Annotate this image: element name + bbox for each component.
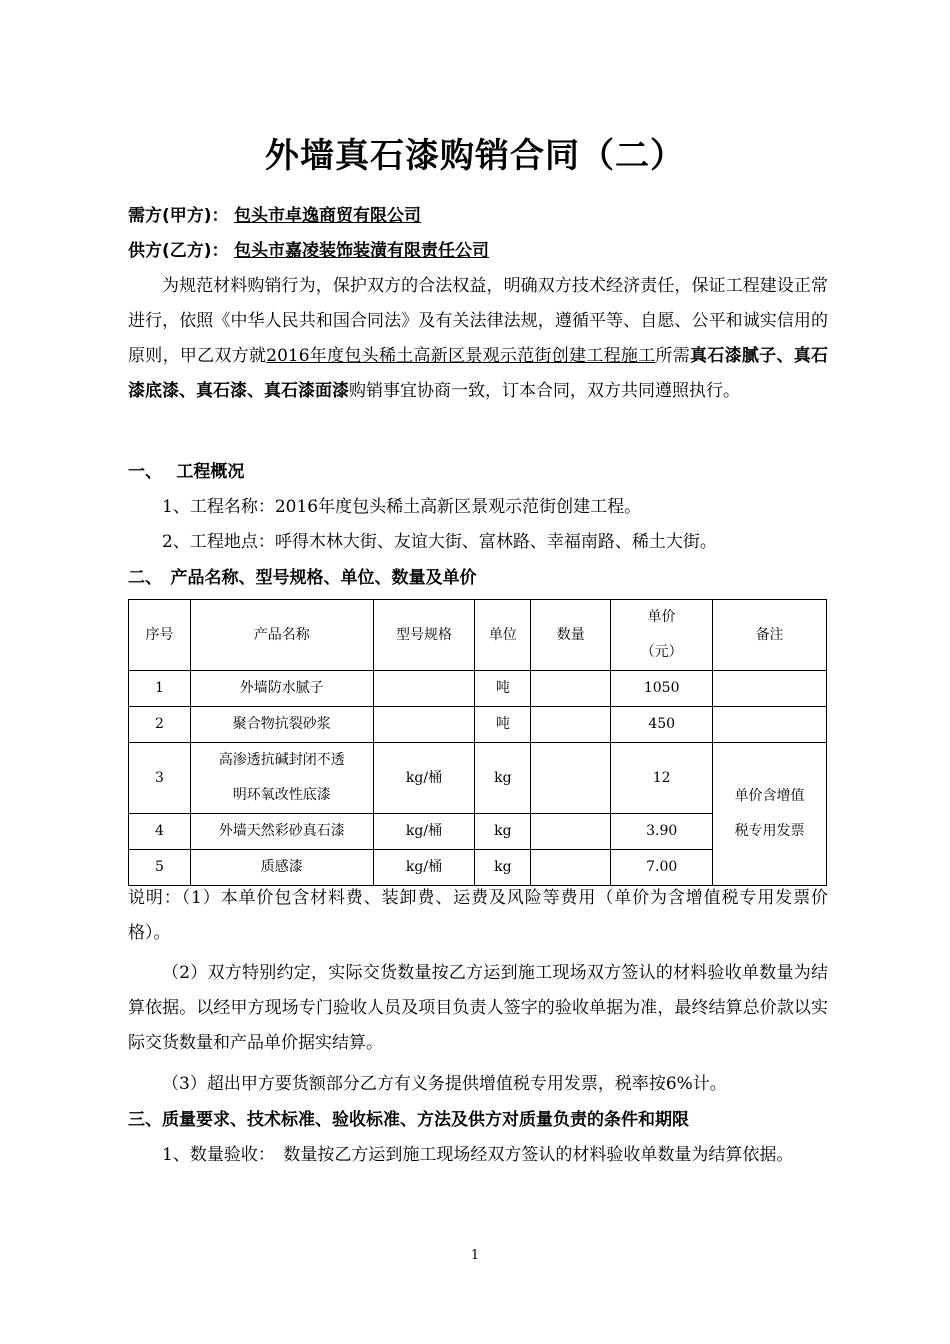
header-price [611,600,713,671]
cell-no: 1 [129,671,191,707]
document-title: 外墙真石漆购销合同（二） [265,136,685,176]
cell-unit: kg [475,743,531,814]
cell-spec: kg/桶 [373,850,475,886]
cell-qty [531,707,611,743]
header-remark: 备注 [713,600,827,671]
cell-name [190,743,373,814]
section2-heading: 二、 产品名称、型号规格、单位、数量及单价 [128,568,477,588]
intro-text-2: 所需 [655,346,691,366]
cell-spec [373,707,475,743]
header-unit: 单位 [475,600,531,671]
table-header-row [129,600,827,671]
intro-text-1: 为规范材料购销行为，保护双方的合法权益，明确双方技术经济责任，保证工程建设正常进行，依照《中华人民共和国合同法》及有关法律法规，遵循平等、自愿、公平和诚实信用的原则，甲乙双方就 [128,276,828,366]
note-2: （2）双方特别约定，实际交货数量按乙方运到施工现场双方签认的材料验收单数量为结算依据。以经甲方现场专门验收人员及项目负责人签字的验收单据为准，最终结算总价款以实际交货数量和产品单价据实结算。 [128,963,828,1053]
buyer-label: 需方(甲方)： [128,206,229,226]
cell-unit: 吨 [475,707,531,743]
seller-name: 包头市嘉凌装饰装潢有限责任公司 [233,241,489,261]
project-name-underlined: 2016年度包头稀土高新区景观示范街创建工程施工 [266,346,656,366]
cell-unit: kg [475,850,531,886]
section3-heading: 三、质量要求、技术标准、验收标准、方法及供方对质量负责的条件和期限 [128,1110,689,1130]
intro-text-3: 购销事宜协商一致，订本合同，双方共同遵照执行。 [349,381,740,401]
seller-line [128,234,828,268]
cell-spec [373,671,475,707]
section1-heading: 一、 工程概况 [128,462,245,482]
header-qty: 数量 [531,600,611,671]
remark-line1: 单价含增值 [734,788,805,804]
buyer-name: 包头市卓逸商贸有限公司 [233,206,421,226]
cell-price: 12 [611,743,713,814]
product-table [128,599,827,886]
header-price-line1: 单价 [647,609,676,625]
cell-spec: kg/桶 [373,743,475,814]
buyer-line [128,199,828,233]
cell-qty [531,814,611,850]
cell-unit: kg [475,814,531,850]
cell-qty [531,671,611,707]
cell-name-line2: 明环氧改性底漆 [232,787,331,803]
cell-no: 2 [129,707,191,743]
table-row [129,671,827,707]
intro-paragraph [128,269,828,409]
seller-label: 供方(乙方)： [128,241,229,261]
cell-price: 7.00 [611,850,713,886]
header-price-line2: （元） [640,644,683,660]
header-name: 产品名称 [190,600,373,671]
cell-spec: kg/桶 [373,814,475,850]
cell-name: 聚合物抗裂砂浆 [190,707,373,743]
cell-name-line1: 高渗透抗碱封闭不透 [218,752,345,768]
cell-name: 外墙天然彩砂真石漆 [190,814,373,850]
header-spec: 型号规格 [373,600,475,671]
cell-qty [531,743,611,814]
cell-name: 外墙防水腻子 [190,671,373,707]
cell-no: 3 [129,743,191,814]
cell-price: 1050 [611,671,713,707]
note-1: 说明：（1）本单价包含材料费、装卸费、运费及风险等费用（单价为含增值税专用发票价格）。 [128,888,828,943]
cell-no: 5 [129,850,191,886]
cell-remark [713,707,827,743]
section1-item2: 2、工程地点：呼得木林大街、友谊大街、富林路、幸福南路、稀土大街。 [162,532,717,552]
cell-name: 质感漆 [190,850,373,886]
note-3: （3）超出甲方要货额部分乙方有义务提供增值税专用发票，税率按6%计。 [162,1074,727,1094]
cell-no: 4 [129,814,191,850]
materials-bold: 真石漆腻子、真石漆底漆、真石漆、真石漆面漆 [128,346,829,401]
cell-remark [713,671,827,707]
section1-item1: 1、工程名称：2016年度包头稀土高新区景观示范街创建工程。 [162,497,642,517]
cell-price: 450 [611,707,713,743]
cell-unit: 吨 [475,671,531,707]
header-no: 序号 [129,600,191,671]
table-row [129,743,827,814]
cell-remark-merged [713,743,827,886]
remark-line2: 税专用发票 [734,823,805,839]
cell-price: 3.90 [611,814,713,850]
table-row [129,707,827,743]
section3-item1: 1、数量验收： 数量按乙方运到施工现场经双方签认的材料验收单数量为结算依据。 [162,1145,794,1165]
page-number: 1 [470,1248,480,1263]
